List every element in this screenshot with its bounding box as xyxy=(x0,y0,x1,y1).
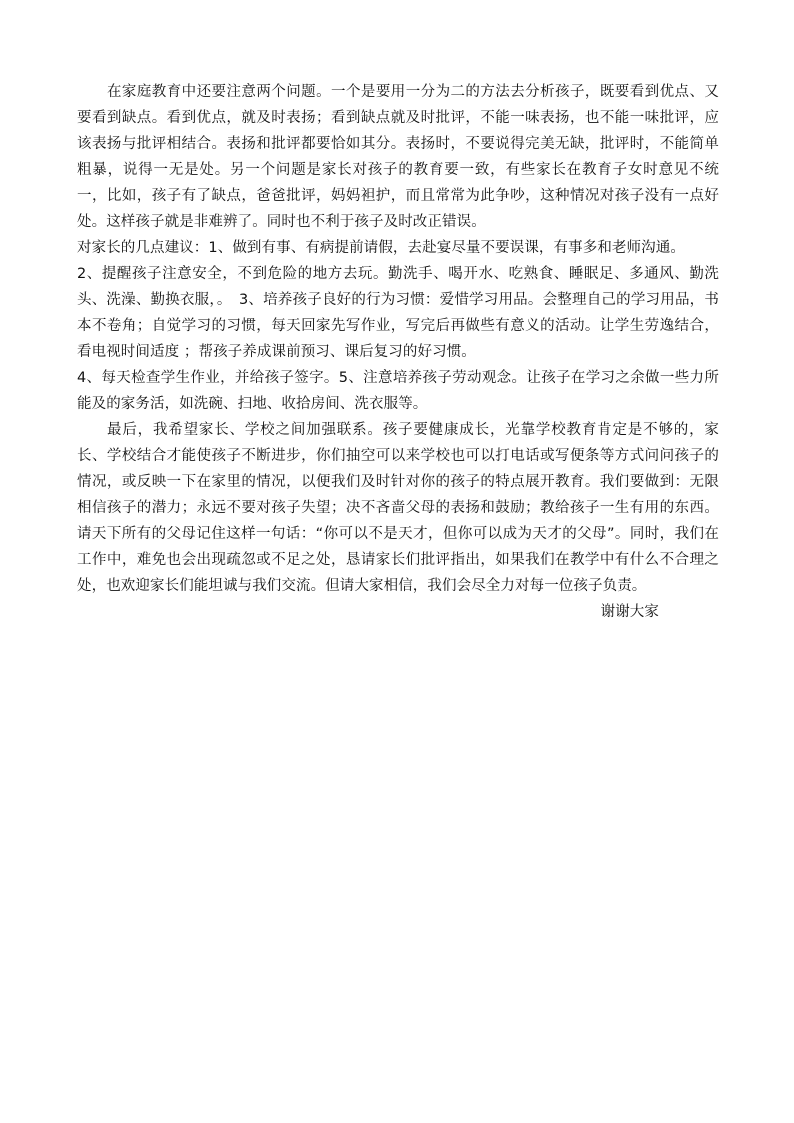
document-body xyxy=(77,79,719,625)
paragraph-advice-1: 对家长的几点建议：1、做到有事、有病提前请假，去赴宴尽量不要误课，有事多和老师沟通。 xyxy=(77,240,685,256)
paragraph-two-issues: 在家庭教育中还要注意两个问题。一个是要用一分为二的方法去分析孩子，既要看到优点、又要看到缺点。看到优点，就及时表扬；看到缺点就及时批评，不能一味表扬，也不能一味批评，应该表扬与批评相结合。表扬和批评都要恰如其分。表扬时，不要说得完美无缺，批评时，不能简单粗暴，说得一无是处。另一个问题是家长对孩子的教育要一致，有些家长在教育子女时意见不统一，比如，孩子有了缺点，爸爸批评，妈妈袒护，而且常常为此争吵，这种情况对孩子没有一点好处。这样孩子就是非难辨了。同时也不利于孩子及时改正错误。 xyxy=(77,84,719,230)
closing-thanks: 谢谢大家 xyxy=(600,604,659,620)
paragraph-advice-4-5: 4、每天检查学生作业，并给孩子签字。5、注意培养孩子劳动观念。让孩子在学习之余做一些力所能及的家务活，如洗碗、扫地、收拾房间、洗衣服等。 xyxy=(77,370,719,412)
paragraph-advice-2-3: 2、提醒孩子注意安全，不到危险的地方去玩。勤洗手、喝开水、吃熟食、睡眠足、多通风、勤洗头、洗澡、勤换衣服，。 3、培养孩子良好的行为习惯：爱惜学习用品。会整理自己的学习用品，书本不卷角；自觉学习的习惯，每天回家先写作业，写完后再做些有意义的活动。让学生劳逸结合，看电视时间适度 ；帮孩子养成课前预习、课后复习的好习惯。 xyxy=(77,266,719,360)
paragraph-conclusion: 最后，我希望家长、学校之间加强联系。孩子要健康成长，光靠学校教育肯定是不够的，家长、学校结合才能使孩子不断进步，你们抽空可以来学校也可以打电话或写便条等方式问问孩子的情况，或反映一下在家里的情况，以便我们及时针对你的孩子的特点展开教育。我们要做到：无限相信孩子的潜力；永远不要对孩子失望；决不吝啬父母的表扬和鼓励；教给孩子一生有用的东西。请天下所有的父母记住这样一句话：“你可以不是天才，但你可以成为天才的父母”。同时，我们在工作中，难免也会出现疏忽或不足之处，恳请家长们批评指出，如果我们在教学中有什么不合理之处，也欢迎家长们能坦诚与我们交流。但请大家相信，我们会尽全力对每一位孩子负责。 xyxy=(77,422,719,594)
